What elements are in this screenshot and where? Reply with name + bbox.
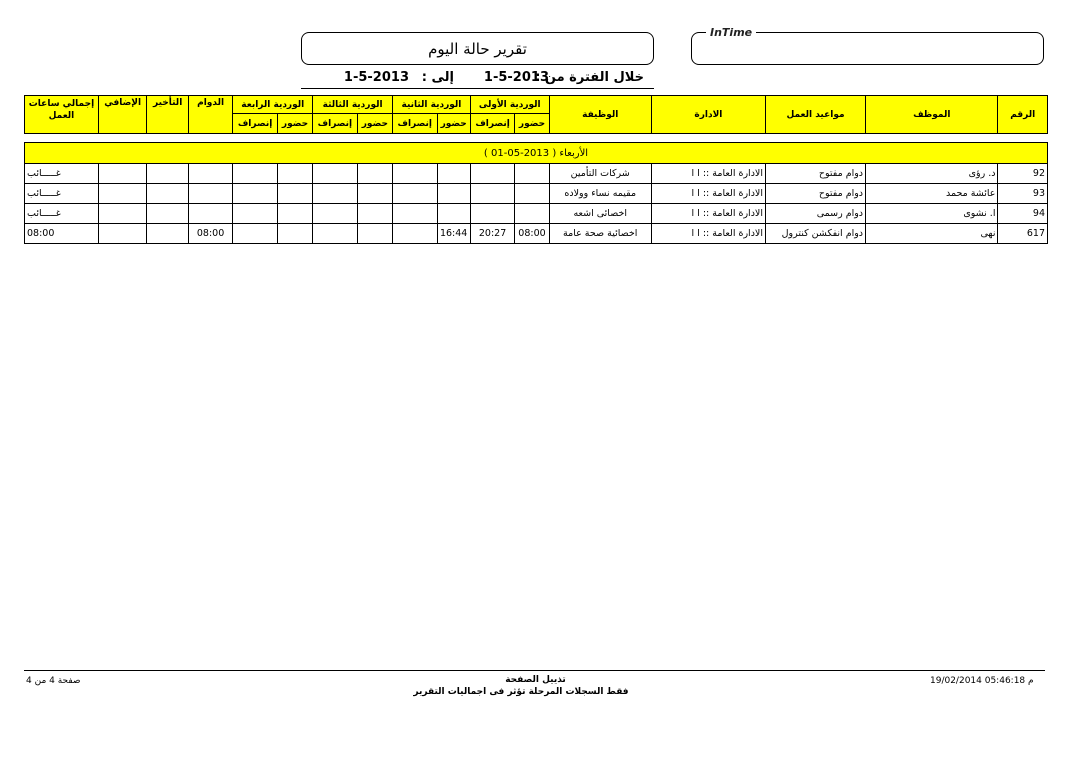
header-total-hours: إجمالي ساعات العمل [25, 96, 99, 134]
row-shift-3-checkin [357, 204, 392, 224]
header-shift-1: الوردية الأولى [470, 96, 549, 114]
row-schedule: دوام رسمى [765, 204, 865, 224]
attendance-table [24, 95, 1048, 244]
row-job: اخصائى اشعه [549, 204, 651, 224]
header-shift-2: الوردية الثانية [393, 96, 471, 114]
table-row [25, 224, 1048, 244]
row-delay [147, 184, 188, 204]
row-number: 92 [998, 164, 1048, 184]
row-shift-4-checkin [277, 184, 312, 204]
report-period [301, 70, 654, 89]
row-employee: ا. نشوى [866, 204, 998, 224]
row-shift-3-checkout [313, 204, 357, 224]
row-overtime [98, 164, 147, 184]
brand-label: InTime [706, 26, 756, 39]
table-row [25, 184, 1048, 204]
period-from-date: 1-5-2013 [483, 70, 549, 85]
period-to-date: 1-5-2013 [343, 70, 409, 85]
row-total-hours: 08:00 [25, 224, 99, 244]
row-shift-1-checkout: 20:27 [470, 224, 514, 244]
day-group-header: الأربعاء ( 2013-05-01 ) [25, 143, 1048, 164]
report-title-box [301, 32, 654, 65]
row-shift-4-checkout [233, 204, 277, 224]
row-employee: عائشة محمد [866, 184, 998, 204]
row-shift-4-checkin [277, 224, 312, 244]
row-schedule: دوام انفكشن كنترول [765, 224, 865, 244]
header-department: الادارة [651, 96, 765, 134]
row-shift-3-checkin [357, 224, 392, 244]
row-shift-4-checkout [233, 224, 277, 244]
row-shift-3-checkout [313, 224, 357, 244]
footer-note: فقط السجلات المرحلة تؤثر فى اجماليات التقرير [413, 687, 629, 697]
print-timestamp: 19/02/2014 05:46:18 م [930, 676, 1034, 686]
header-job: الوظيفة [549, 96, 651, 134]
header-number: الرقم [998, 96, 1048, 134]
header-employee: الموظف [866, 96, 998, 134]
header-shift-3-checkin: حضور [357, 114, 392, 134]
header-duty: الدوام [188, 96, 232, 134]
row-department: الادارة العامة :: ا ا [651, 204, 765, 224]
row-total-hours: غـــــائب [25, 184, 99, 204]
row-number: 617 [998, 224, 1048, 244]
header-shift-2-checkin: حضور [437, 114, 470, 134]
row-overtime [98, 224, 147, 244]
header-delay: التأخير [147, 96, 188, 134]
row-shift-1-checkin: 08:00 [515, 224, 549, 244]
row-delay [147, 164, 188, 184]
row-shift-4-checkout [233, 164, 277, 184]
row-job: شركات التأمين [549, 164, 651, 184]
row-shift-2-checkin [437, 204, 470, 224]
row-shift-2-checkout [393, 204, 437, 224]
period-from-label: خلال الفترة من : [535, 70, 644, 85]
page-number: صفحة 4 من 4 [26, 676, 81, 686]
row-duty [188, 184, 232, 204]
row-shift-1-checkout [470, 164, 514, 184]
row-employee: د. رؤى [866, 164, 998, 184]
header-shift-4-checkin: حضور [277, 114, 312, 134]
row-shift-2-checkin [437, 184, 470, 204]
row-shift-2-checkin: 16:44 [437, 224, 470, 244]
row-shift-2-checkout [393, 184, 437, 204]
header-schedule: مواعيد العمل [765, 96, 865, 134]
header-shift-2-checkout: إنصراف [393, 114, 437, 134]
table-row [25, 204, 1048, 224]
table-row [25, 164, 1048, 184]
row-department: الادارة العامة :: ا ا [651, 224, 765, 244]
header-shift-3-checkout: إنصراف [313, 114, 357, 134]
row-shift-2-checkout [393, 224, 437, 244]
row-total-hours: غـــــائب [25, 164, 99, 184]
row-shift-4-checkin [277, 204, 312, 224]
footer-divider-right [918, 670, 1045, 671]
row-shift-3-checkout [313, 164, 357, 184]
row-job: اخصائية صحة عامة [549, 224, 651, 244]
row-delay [147, 224, 188, 244]
row-shift-3-checkin [357, 164, 392, 184]
row-shift-1-checkin [515, 184, 549, 204]
footer-divider [24, 670, 918, 671]
row-shift-1-checkout [470, 184, 514, 204]
header-shift-4: الوردية الرابعة [233, 96, 313, 114]
row-delay [147, 204, 188, 224]
header-shift-4-checkout: إنصراف [233, 114, 277, 134]
row-schedule: دوام مفتوح [765, 184, 865, 204]
row-employee: نهى [866, 224, 998, 244]
row-department: الادارة العامة :: ا ا [651, 184, 765, 204]
row-shift-1-checkin [515, 204, 549, 224]
row-number: 94 [998, 204, 1048, 224]
row-number: 93 [998, 184, 1048, 204]
row-duty: 08:00 [188, 224, 232, 244]
row-schedule: دوام مفتوح [765, 164, 865, 184]
row-total-hours: غـــــائب [25, 204, 99, 224]
row-duty [188, 204, 232, 224]
row-department: الادارة العامة :: ا ا [651, 164, 765, 184]
row-shift-1-checkout [470, 204, 514, 224]
row-shift-4-checkout [233, 184, 277, 204]
row-overtime [98, 184, 147, 204]
row-shift-2-checkin [437, 164, 470, 184]
row-shift-2-checkout [393, 164, 437, 184]
row-job: مقيمه نساء وولاده [549, 184, 651, 204]
header-shift-1-checkout: إنصراف [470, 114, 514, 134]
row-shift-3-checkin [357, 184, 392, 204]
row-shift-4-checkin [277, 164, 312, 184]
row-overtime [98, 204, 147, 224]
row-shift-1-checkin [515, 164, 549, 184]
header-overtime: الإضافي [98, 96, 147, 134]
footer-title: تذييل الصفحة [505, 675, 566, 685]
period-to-label: إلى : [421, 70, 454, 85]
header-shift-1-checkin: حضور [515, 114, 549, 134]
row-shift-3-checkout [313, 184, 357, 204]
row-duty [188, 164, 232, 184]
report-title: تقرير حالة اليوم [428, 39, 527, 58]
header-shift-3: الوردية الثالثة [313, 96, 393, 114]
